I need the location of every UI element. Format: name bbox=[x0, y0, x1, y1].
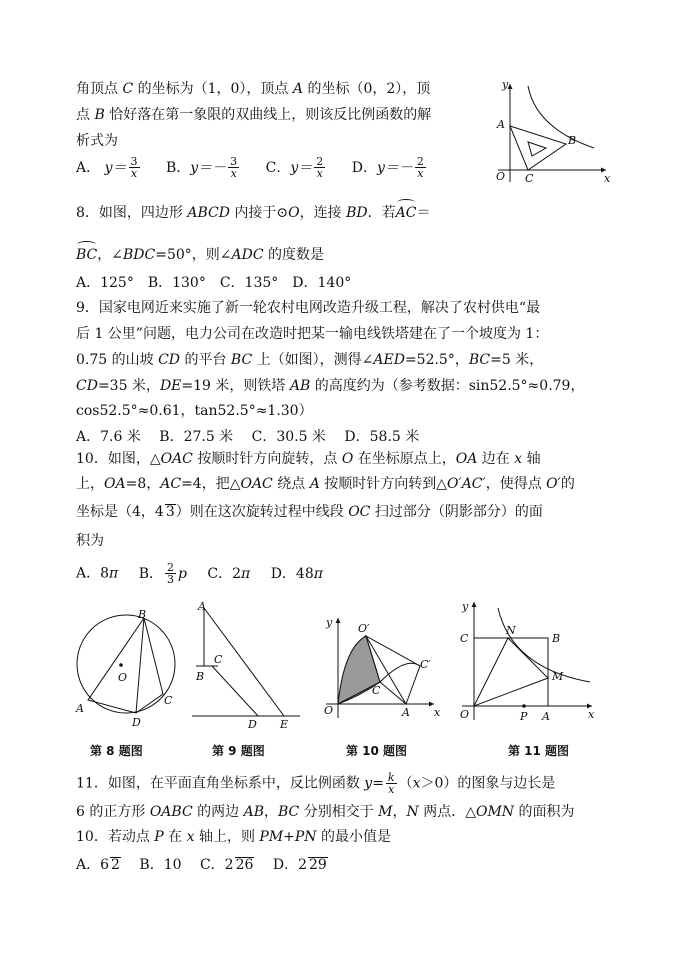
q7-options bbox=[76, 156, 428, 179]
q11-y-arrow bbox=[472, 602, 477, 607]
q8-caption: 第 8 题图 bbox=[90, 744, 143, 758]
q11-label-c: C bbox=[460, 632, 469, 645]
q7-label-y: y bbox=[502, 78, 509, 91]
q11-line-3: 10．若动点 P 在 x 轴上，则 PM+PN 的最小值是 bbox=[76, 829, 392, 845]
q8-quadrilateral bbox=[88, 618, 163, 713]
q11-label-y: y bbox=[462, 600, 469, 613]
q11-option-d: D．2 29 bbox=[272, 857, 327, 873]
q8-center-dot bbox=[119, 663, 123, 667]
q7-line-2: 点 B 恰好落在第一象限的双曲线上，则该反比例函数的解 bbox=[76, 107, 432, 123]
q9-label-c: C bbox=[214, 653, 223, 666]
q7-option-c: C．y＝ $\frac{2}{x}$ bbox=[265, 155, 324, 180]
q9-line-5: cos52.5°≈0.61，tan52.5°≈1.30） bbox=[76, 403, 313, 419]
q7-line-1: 角顶点 C 的坐标为（1，0），顶点 A 的坐标（0，2），顶 bbox=[76, 81, 431, 97]
q9-label-d: D bbox=[248, 718, 257, 731]
q11-label-n: N bbox=[506, 624, 516, 637]
q7-option-b: B．y＝－ $\frac{3}{x}$ bbox=[165, 155, 238, 180]
q10-label-y: y bbox=[326, 616, 333, 629]
q11-label-p: P bbox=[520, 710, 528, 723]
q9-slope bbox=[212, 666, 258, 716]
q7-label-c: C bbox=[525, 172, 534, 185]
q10-label-o: O bbox=[324, 704, 334, 717]
q8-figure bbox=[72, 606, 184, 732]
q9-label-b: B bbox=[196, 670, 205, 683]
q11-figure bbox=[452, 598, 598, 732]
q8-label-d: D bbox=[132, 716, 141, 729]
q8-options: A．125° B．130° C．135° D．140° bbox=[76, 275, 352, 291]
q11-label-a: A bbox=[542, 710, 550, 723]
q10-caption: 第 10 题图 bbox=[346, 744, 408, 758]
q10-line-3: 坐标是（4，4 3）则在这次旋转过程中线段 OC 扫过部分（阴影部分）的面 bbox=[76, 504, 543, 520]
q10-label-a: A bbox=[402, 706, 410, 719]
q7-triangle-abc bbox=[510, 126, 566, 170]
q7-y-arrow bbox=[508, 84, 513, 89]
q10-label-c: C bbox=[372, 684, 381, 697]
q11-square bbox=[474, 638, 548, 706]
q9-line-3: 0.75 的山坡 CD 的平台 BC 上（如图），测得∠AED=52.5°，BC=5 米， bbox=[76, 352, 544, 368]
q7-hyperbola bbox=[528, 86, 594, 148]
q11-label-x: x bbox=[588, 708, 595, 721]
q8-circle bbox=[77, 615, 175, 713]
q9-line-1: 9．国家电网近来实施了新一轮农村电网改造升级工程，解决了农村供电“最 bbox=[76, 300, 541, 316]
q11-option-a: A．6 2 bbox=[76, 857, 120, 873]
q10-option-a: A．8π bbox=[76, 565, 119, 582]
q9-options: A．7.6 米 B．27.5 米 C．30.5 米 D．58.5 米 bbox=[76, 429, 420, 445]
q8-label-a: A bbox=[76, 702, 84, 715]
q7-inner-triangle bbox=[528, 142, 546, 156]
q10-label-c-prime: C′ bbox=[420, 658, 431, 671]
q11-label-o: O bbox=[460, 708, 470, 721]
q7-option-d: D．y＝－ $\frac{2}{x}$ bbox=[351, 155, 424, 180]
q11-caption: 第 11 题图 bbox=[508, 744, 570, 758]
q9-label-e: E bbox=[280, 718, 289, 731]
q8-label-b: B bbox=[138, 608, 147, 621]
q11-option-c: C．2 26 bbox=[199, 857, 254, 873]
q10-option-b: B． $\frac{2}{3}$ p bbox=[138, 561, 187, 586]
q10-label-x: x bbox=[434, 706, 441, 719]
q11-label-b: B bbox=[552, 632, 561, 645]
q11-line-2: 6 的正方形 OABC 的两边 AB，BC 分别相交于 M，N 两点．△OMN 的面积为 bbox=[76, 804, 575, 820]
q9-line-4: CD=35 米，DE=19 米，则铁塔 AB 的高度约为（参考数据：sin52.5°≈0.79， bbox=[76, 378, 585, 394]
q11-option-b: B．10 bbox=[139, 857, 182, 873]
q7-label-a: A bbox=[497, 118, 505, 131]
q8-label-o: O bbox=[118, 671, 128, 684]
q9-figure bbox=[188, 600, 308, 732]
q7-label-b: B bbox=[568, 134, 577, 147]
q7-figure bbox=[488, 76, 614, 188]
q9-label-a: A bbox=[198, 600, 206, 613]
q7-label-o: O bbox=[496, 170, 506, 183]
q10-line-2: 上，OA=8，AC=4，把△OAC 绕点 A 按顺时针方向转到△O′AC′，使得点 O′的 bbox=[76, 476, 575, 492]
q10-figure bbox=[316, 614, 446, 732]
q10-y-arrow bbox=[336, 618, 341, 623]
q10-label-o-prime: O′ bbox=[358, 622, 370, 635]
q8-line-2: BC，∠BDC=50°，则∠ADC 的度数是 bbox=[76, 247, 325, 263]
q11-line-1: 11．如图，在平面直角坐标系中，反比例函数 y= $\frac{k}{x}$ （x＞0）的图象与边长是 bbox=[76, 771, 556, 796]
q9-line-2: 后 1 公里”问题，电力公司在改造时把某一输电线铁塔建在了一个坡度为 1： bbox=[76, 326, 549, 342]
q11-label-m: M bbox=[552, 670, 564, 683]
q11-point-p bbox=[522, 704, 526, 708]
q7-label-x: x bbox=[604, 172, 611, 185]
q10-arc-cc bbox=[380, 663, 420, 682]
q10-line-4: 积为 bbox=[76, 533, 104, 549]
q8-label-c: C bbox=[164, 694, 173, 707]
q7-option-a: A． y＝ $\frac{3}{x}$ bbox=[76, 155, 138, 180]
q9-caption: 第 9 题图 bbox=[212, 744, 265, 758]
q11-options bbox=[76, 856, 328, 874]
q7-line-3: 析式为 bbox=[76, 133, 118, 149]
q11-hyperbola bbox=[498, 608, 590, 682]
q10-option-c: C．2π bbox=[207, 565, 251, 582]
q11-triangle-omn bbox=[474, 638, 548, 706]
q8-line-1: 8．如图，四边形 ABCD 内接于⊙O，连接 BD．若AC＝ bbox=[76, 205, 431, 221]
q8-diagonal-bd bbox=[136, 618, 144, 713]
q10-options bbox=[76, 562, 323, 585]
q10-line-1: 10．如图，△OAC 按顺时针方向旋转，点 O 在坐标原点上，OA 边在 x 轴 bbox=[76, 451, 541, 467]
q10-option-d: D．48π bbox=[270, 565, 323, 582]
